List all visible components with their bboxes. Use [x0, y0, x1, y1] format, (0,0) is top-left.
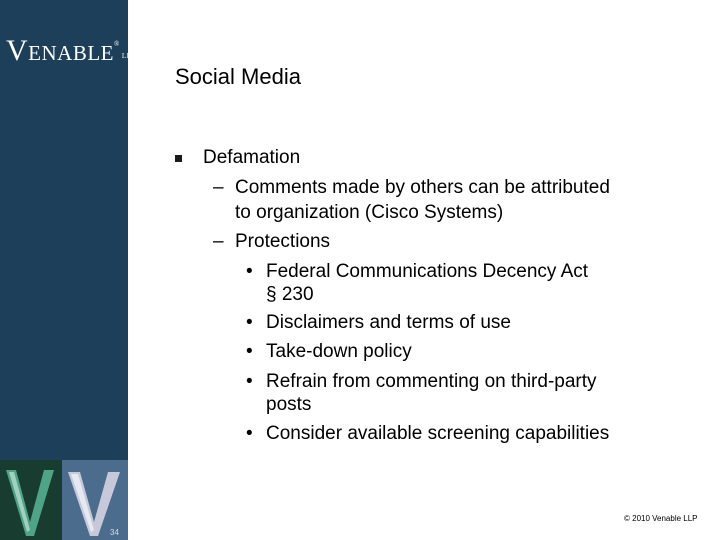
bullet-l3-line: Consider available screening capabilities	[266, 423, 610, 444]
bullet-dot-icon: •	[246, 371, 253, 392]
bullet-l3-line: posts	[266, 394, 312, 415]
bullet-square-icon	[175, 155, 182, 162]
bullet-l3-line: § 230	[266, 284, 314, 305]
bullet-l2-line: Protections	[235, 231, 331, 252]
bullet-l3-line: Refrain from commenting on third-party	[266, 371, 597, 392]
venable-logo: VENABLE®LLP	[6, 34, 136, 67]
bullet-l3-line: Disclaimers and terms of use	[266, 312, 511, 333]
bullet-l2-line: to organization (Cisco Systems)	[235, 202, 504, 223]
bullet-l3-line: Federal Communications Decency Act	[266, 261, 589, 282]
bullet-dot-icon: •	[246, 312, 253, 333]
dash-icon: –	[213, 177, 224, 198]
bullet-l3-line: Take-down policy	[266, 341, 412, 362]
dash-icon: –	[213, 231, 224, 252]
slide-title: Social Media	[175, 64, 301, 89]
bullet-dot-icon: •	[246, 261, 253, 282]
bullet-l1: Defamation	[203, 147, 301, 168]
logo-photo	[0, 460, 128, 540]
page-number: 34	[110, 528, 119, 537]
bullet-dot-icon: •	[246, 341, 253, 362]
copyright-footer: © 2010 Venable LLP	[624, 514, 698, 523]
sidebar	[0, 0, 136, 540]
bullet-l2-line: Comments made by others can be attributed	[235, 177, 610, 198]
bullet-dot-icon: •	[246, 423, 253, 444]
